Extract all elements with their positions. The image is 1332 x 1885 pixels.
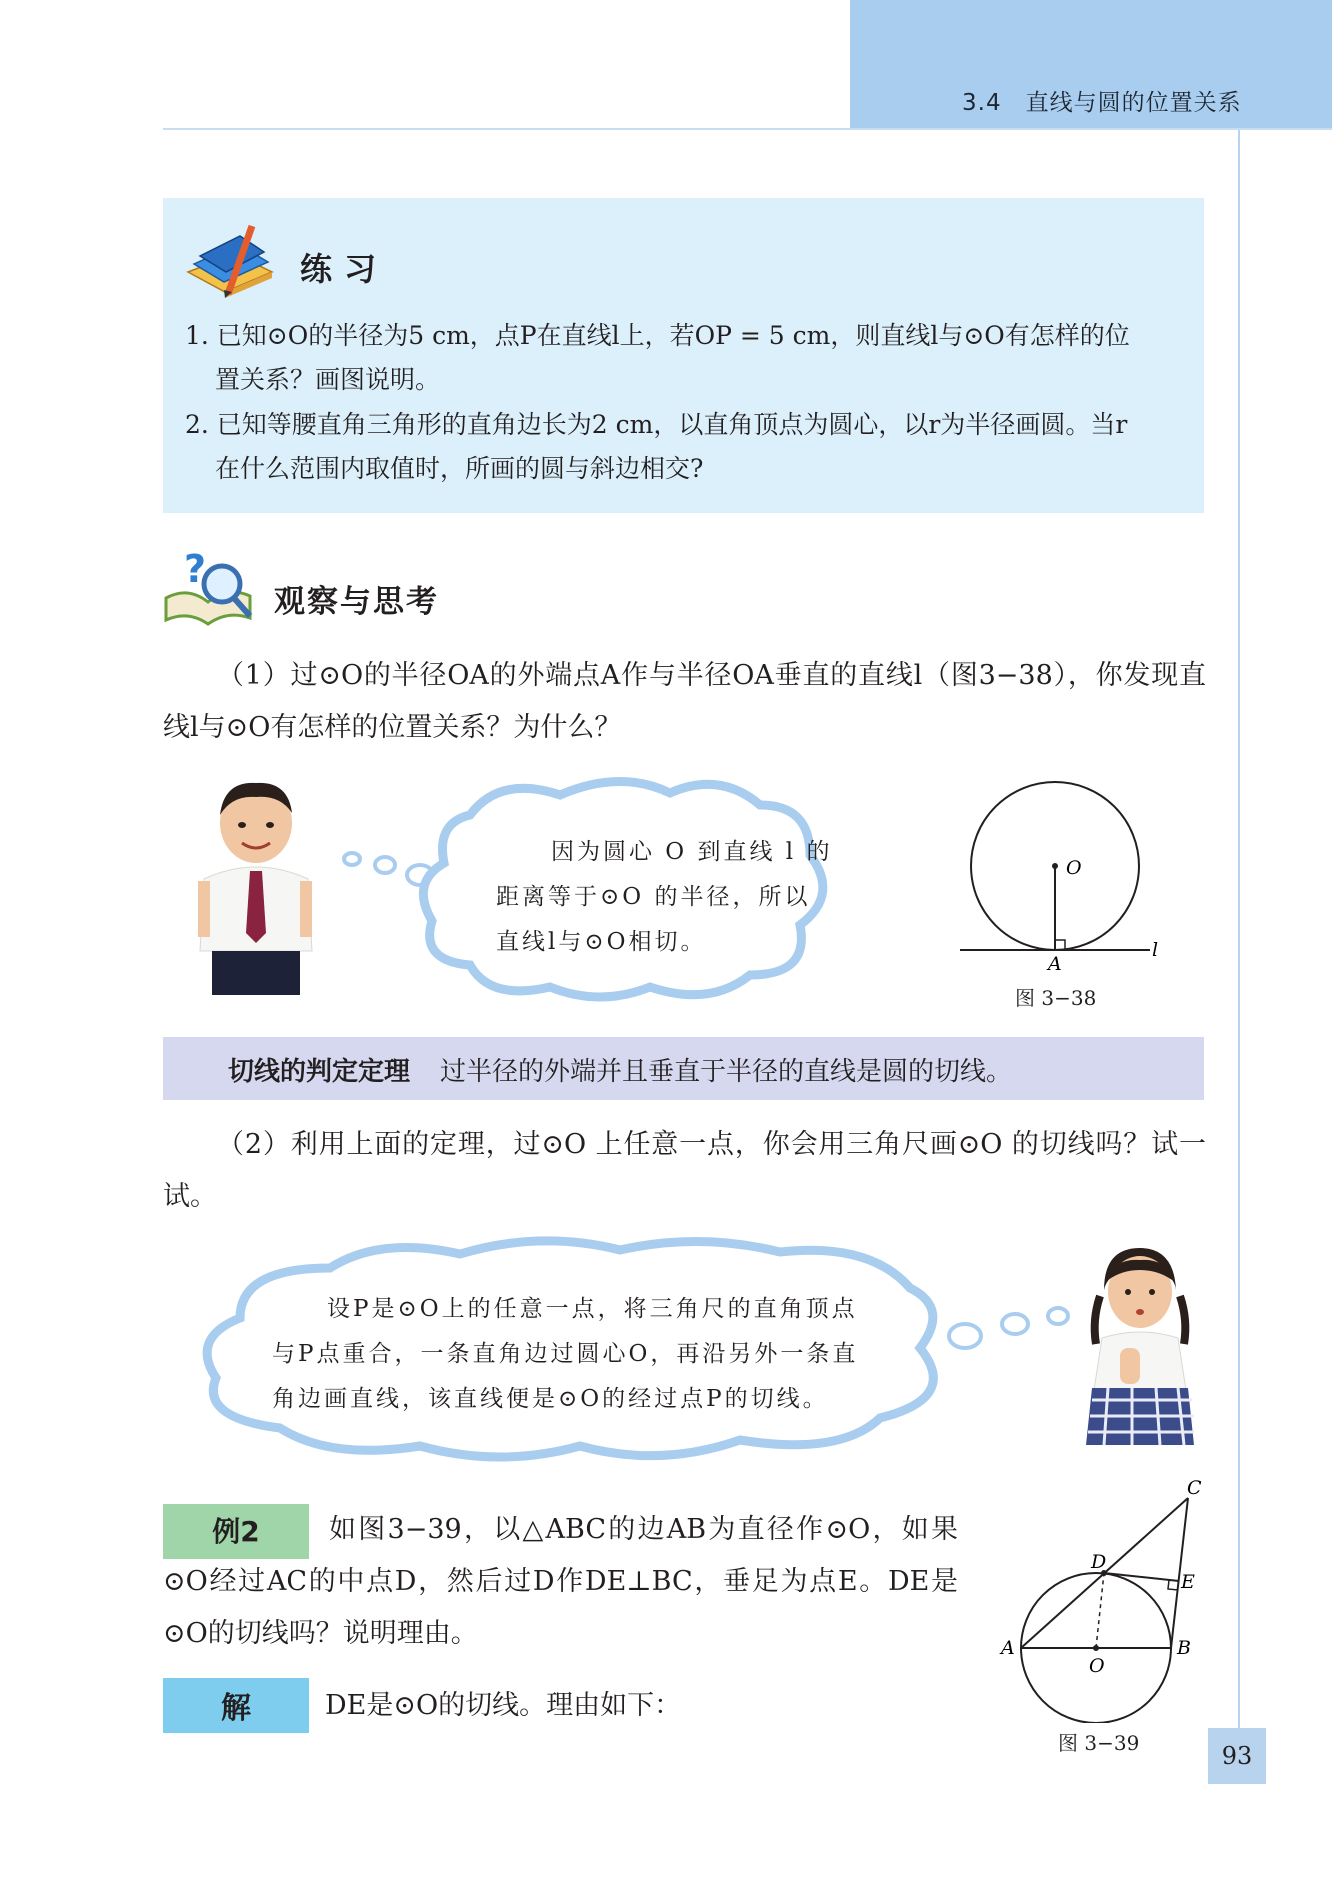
q2-line2: 在什么范围内取值时，所画的圆与斜边相交? xyxy=(215,454,704,483)
observe-paragraph-2: （2）利用上面的定理，过⊙O 上任意一点，你会用三角尺画⊙O 的切线吗？试一试。 xyxy=(163,1129,1206,1212)
bubble1-line3: 直线l与⊙O相切。 xyxy=(496,929,707,955)
bubble-2-text xyxy=(272,1287,892,1422)
fig39-label-O: O xyxy=(1089,1655,1105,1677)
boy-illustration xyxy=(190,775,320,995)
practice-question-2 xyxy=(185,403,1195,491)
fig39-label-B: B xyxy=(1177,1637,1191,1659)
solution-text: DE是⊙O的切线。理由如下： xyxy=(325,1690,682,1721)
q1-line2: 置关系？画图说明。 xyxy=(215,365,441,394)
observe-heading: 观察与思考 xyxy=(274,584,439,620)
figure-3-38-caption: 图 3−38 xyxy=(1015,986,1097,1010)
practice-heading: 练习 xyxy=(300,250,389,288)
header-rule xyxy=(163,128,1332,130)
magnifier-book-icon xyxy=(162,542,262,630)
fig38-label-l: l xyxy=(1152,939,1159,961)
theorem-statement: 过半径的外端并且垂直于半径的直线是圆的切线。 xyxy=(440,1057,1013,1087)
observe-paragraph-1: （1）过⊙O的半径OA的外端点A作与半径OA垂直的直线l（图3−38），你发现直线l与⊙O有怎样的位置关系？为什么？ xyxy=(163,660,1206,743)
example-text: 如图3−39，以△ABC的边AB为直径作⊙O，如果⊙O经过AC的中点D，然后过D作DE⊥BC，垂足为点E。DE是⊙O的切线吗？说明理由。 xyxy=(163,1514,958,1649)
practice-question-1 xyxy=(185,314,1195,402)
bubble1-line2: 距离等于⊙O 的半径，所以 xyxy=(496,884,811,910)
figure-3-39-caption: 图 3−39 xyxy=(1058,1731,1140,1755)
q2-line1: 2. 已知等腰直角三角形的直角边长为2 cm，以直角顶点为圆心，以r为半径画圆。当r xyxy=(185,410,1128,439)
theorem-name: 切线的判定定理 xyxy=(228,1057,411,1087)
bubble2-line3: 角边画直线，该直线便是⊙O的经过点P的切线。 xyxy=(272,1386,829,1412)
figure-3-39 xyxy=(995,1478,1210,1723)
bubble2-line2: 与P点重合，一条直角边过圆心O，再沿另外一条直 xyxy=(272,1341,859,1367)
solution-label: 解 xyxy=(221,1691,251,1726)
fig39-label-E: E xyxy=(1181,1571,1195,1593)
fig39-label-C: C xyxy=(1187,1478,1202,1499)
bubble-1-text xyxy=(496,830,836,965)
section-title: 3.4 直线与圆的位置关系 xyxy=(962,90,1242,116)
page-number: 93 xyxy=(1221,1742,1253,1770)
fig38-label-O: O xyxy=(1066,857,1082,879)
fig39-label-D: D xyxy=(1091,1551,1107,1573)
svg-text:?: ? xyxy=(184,547,207,591)
fig39-label-A: A xyxy=(1001,1637,1015,1659)
margin-rule xyxy=(1238,130,1240,1730)
bubble1-line1: 因为圆心 O 到直线 l 的 xyxy=(551,839,833,865)
theorem xyxy=(228,1051,1012,1088)
example-label: 例2 xyxy=(212,1515,260,1548)
figure-3-38 xyxy=(950,770,1170,970)
bubble2-line1: 设P是⊙O上的任意一点，将三角尺的直角顶点 xyxy=(327,1296,858,1322)
fig38-label-A: A xyxy=(1048,953,1062,970)
q1-line1: 1. 已知⊙O的半径为5 cm，点P在直线l上，若OP = 5 cm，则直线l与⊙O有怎样的位 xyxy=(185,321,1130,350)
girl-illustration xyxy=(1078,1240,1198,1445)
books-pencil-icon xyxy=(180,224,285,304)
